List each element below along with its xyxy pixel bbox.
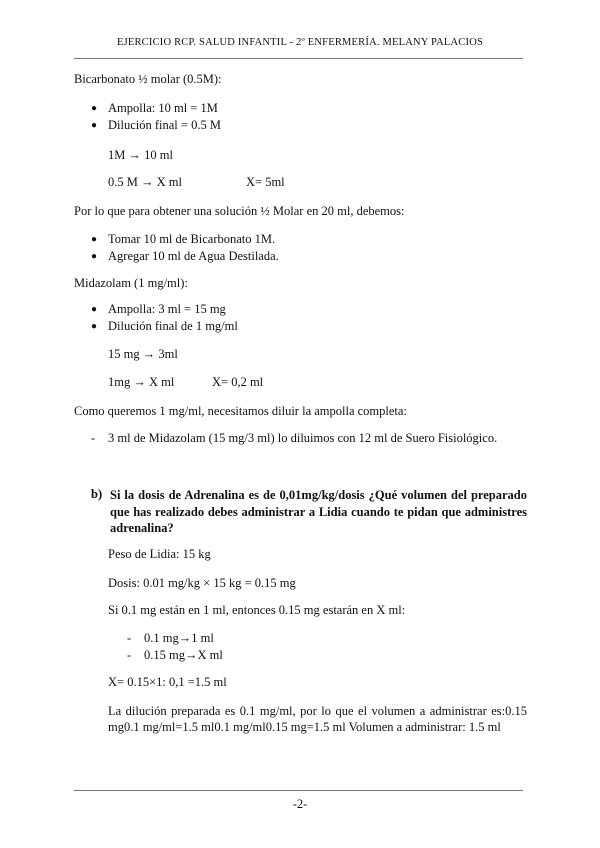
paragraph: X= 0.15×1: 0,1 =1.5 ml [108,675,227,689]
paragraph: Dosis: 0.01 mg/kg × 15 kg = 0.15 mg [108,576,296,590]
calculation-line: 1M → 10 ml [108,148,173,162]
page-number: -2- [292,797,308,811]
bullet-dot: ● [91,103,98,114]
calculation-line: 1mg → X ml [108,375,175,389]
bullet-dot: ● [91,120,98,131]
bullet-dot: ● [91,234,98,245]
list-item: 0.15 mg→X ml [144,648,223,662]
list-item: Dilución final = 0.5 M [108,118,221,132]
calculation-line: 15 mg → 3ml [108,347,178,361]
dash-marker: - [127,631,132,645]
bicarbonato-heading: Bicarbonato ½ molar (0.5M): [74,72,222,86]
list-item: Dilución final de 1 mg/ml [108,319,238,333]
bullet-dot: ● [91,251,98,262]
paragraph: La dilución preparada es 0.1 mg/ml, por lo que el volumen a administrar es:0.15 mg0.1 mg/ml=1.5 ml0.1 mg/ml0.15 mg=1.5 ml Volumen a administrar: 1.5 ml [108,704,527,734]
footer-rule [74,790,523,791]
list-item: Agregar 10 ml de Agua Destilada. [108,249,279,263]
list-item: Ampolla: 3 ml = 15 mg [108,302,226,316]
header-rule [74,58,523,59]
calculation-result: X= 0,2 ml [212,375,264,389]
list-item: 3 ml de Midazolam (15 mg/3 ml) lo diluimos con 12 ml de Suero Fisiológico. [108,431,498,445]
dash-marker: - [91,431,96,445]
paragraph: Peso de Lidia: 15 kg [108,547,211,561]
list-item: Ampolla: 10 ml = 1M [108,101,218,115]
calculation-line: 0.5 M → X ml [108,175,182,189]
paragraph: Por lo que para obtener una solución ½ Molar en 20 ml, debemos: [74,204,405,218]
bullet-dot: ● [91,321,98,332]
dash-marker: - [127,648,132,662]
question-text: Si la dosis de Adrenalina es de 0,01mg/kg/dosis ¿Qué volumen del preparado que has realizado debes administrar a Lidia cuando te pidan que administres adrenalina? [110,488,527,535]
page-header: EJERCICIO RCP. SALUD INFANTIL - 2º ENFERMERÍA. MELANY PALACIOS [116,37,484,48]
question-label: b) [91,487,103,501]
list-item: 0.1 mg→1 ml [144,631,214,645]
list-item: Tomar 10 ml de Bicarbonato 1M. [108,232,276,246]
midazolam-heading: Midazolam (1 mg/ml): [74,276,188,290]
paragraph: Si 0.1 mg están en 1 ml, entonces 0.15 mg estarán en X ml: [108,603,406,617]
bullet-dot: ● [91,304,98,315]
calculation-result: X= 5ml [246,175,285,189]
paragraph: Como queremos 1 mg/ml, necesitamos diluir la ampolla completa: [74,404,407,418]
